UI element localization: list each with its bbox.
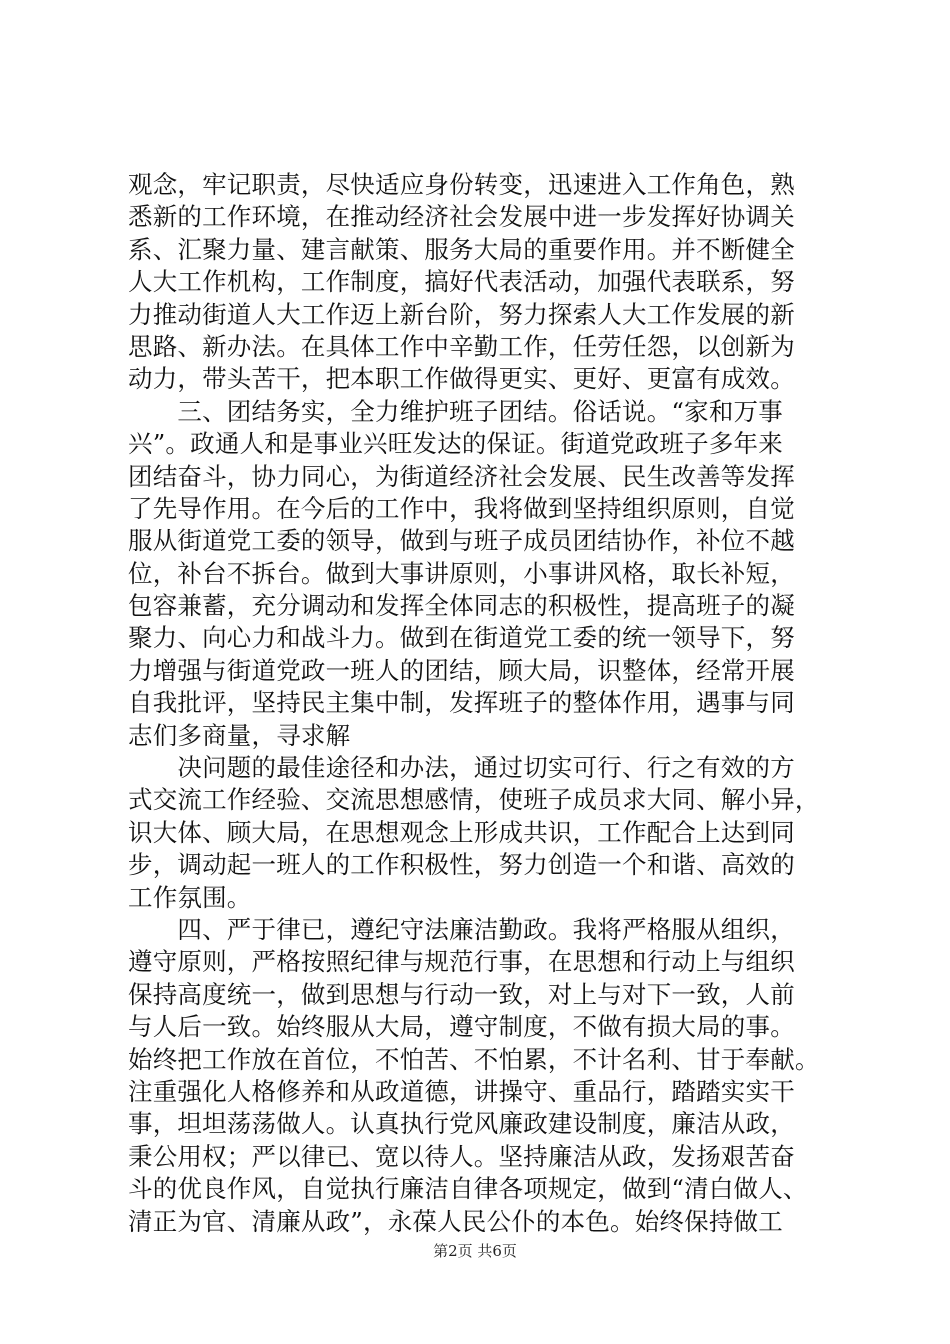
document-body bbox=[128, 169, 848, 1238]
text-line: 悉新的工作环境，在推动经济社会发展中进一步发挥好协调关 bbox=[128, 202, 795, 232]
text-line: 团结奋斗，协力同心，为街道经济社会发展、民生改善等发挥 bbox=[128, 461, 795, 491]
text-line: 工作氛围。 bbox=[128, 882, 252, 912]
text-line: 力推动街道人大工作迈上新台阶，努力探索人大工作发展的新 bbox=[128, 299, 795, 329]
text-line: 决问题的最佳途径和办法，通过切实可行、行之有效的方 bbox=[128, 753, 795, 783]
text-line: 注重强化人格修养和从政道德，讲操守、重品行，踏踏实实干 bbox=[128, 1076, 795, 1106]
text-line: 式交流工作经验、交流思想感情，使班子成员求大同、解小异， bbox=[128, 785, 820, 815]
text-line: 与人后一致。始终服从大局，遵守制度，不做有损大局的事。 bbox=[128, 1012, 795, 1042]
text-line: 斗的优良作风，自觉执行廉洁自律各项规定，做到“清白做人、 bbox=[128, 1174, 808, 1204]
text-line: 兴”。政通人和是事业兴旺发达的保证。街道党政班子多年来 bbox=[128, 429, 783, 459]
text-line: 四、严于律已，遵纪守法廉洁勤政。我将严格服从组织， bbox=[128, 914, 795, 944]
text-line: 观念，牢记职责，尽快适应身份转变，迅速进入工作角色，熟 bbox=[128, 170, 795, 199]
text-line: 三、团结务实，全力维护班子团结。俗话说。“家和万事 bbox=[128, 396, 783, 426]
text-line: 步，调动起一班人的工作积极性，努力创造一个和谐、高效的 bbox=[128, 850, 795, 880]
page-number-footer: 第2页 共6页 bbox=[433, 1242, 517, 1260]
text-line: 识大体、顾大局，在思想观念上形成共识，工作配合上达到同 bbox=[128, 817, 795, 847]
text-line: 保持高度统一，做到思想与行动一致，对上与对下一致，人前 bbox=[128, 979, 795, 1009]
text-line: 了先导作用。在今后的工作中，我将做到坚持组织原则，自觉 bbox=[128, 493, 795, 523]
text-line: 位，补台不拆台。做到大事讲原则，小事讲风格，取长补短， bbox=[128, 558, 795, 588]
text-line: 清正为官、清廉从政”，永葆人民公仆的本色。始终保持做工 bbox=[128, 1206, 783, 1236]
text-line: 动力，带头苦干，把本职工作做得更实、更好、更富有成效。 bbox=[128, 364, 795, 394]
text-line: 志们多商量，寻求解 bbox=[128, 720, 351, 750]
text-line: 始终把工作放在首位，不怕苦、不怕累，不计名利、甘于奉献。 bbox=[128, 1044, 820, 1074]
text-line: 思路、新办法。在具体工作中辛勤工作，任劳任怨，以创新为 bbox=[128, 331, 795, 361]
text-line: 秉公用权；严以律已、宽以待人。坚持廉洁从政，发扬艰苦奋 bbox=[128, 1141, 795, 1171]
text-line: 事，坦坦荡荡做人。认真执行党风廉政建设制度，廉洁从政， bbox=[128, 1109, 795, 1139]
text-line: 人大工作机构，工作制度，搞好代表活动，加强代表联系，努 bbox=[128, 267, 795, 297]
text-line: 遵守原则，严格按照纪律与规范行事，在思想和行动上与组织 bbox=[128, 947, 795, 977]
text-line: 自我批评，坚持民主集中制，发挥班子的整体作用，遇事与同 bbox=[128, 688, 795, 718]
text-line: 服从街道党工委的领导，做到与班子成员团结协作，补位不越 bbox=[128, 526, 795, 556]
text-line: 系、汇聚力量、建言献策、服务大局的重要作用。并不断健全 bbox=[128, 234, 795, 264]
text-line: 包容兼蓄，充分调动和发挥全体同志的积极性，提高班子的凝 bbox=[128, 591, 795, 621]
text-line: 聚力、向心力和战斗力。做到在街道党工委的统一领导下，努 bbox=[128, 623, 795, 653]
text-line: 力增强与街道党政一班人的团结，顾大局，识整体，经常开展 bbox=[128, 655, 795, 685]
